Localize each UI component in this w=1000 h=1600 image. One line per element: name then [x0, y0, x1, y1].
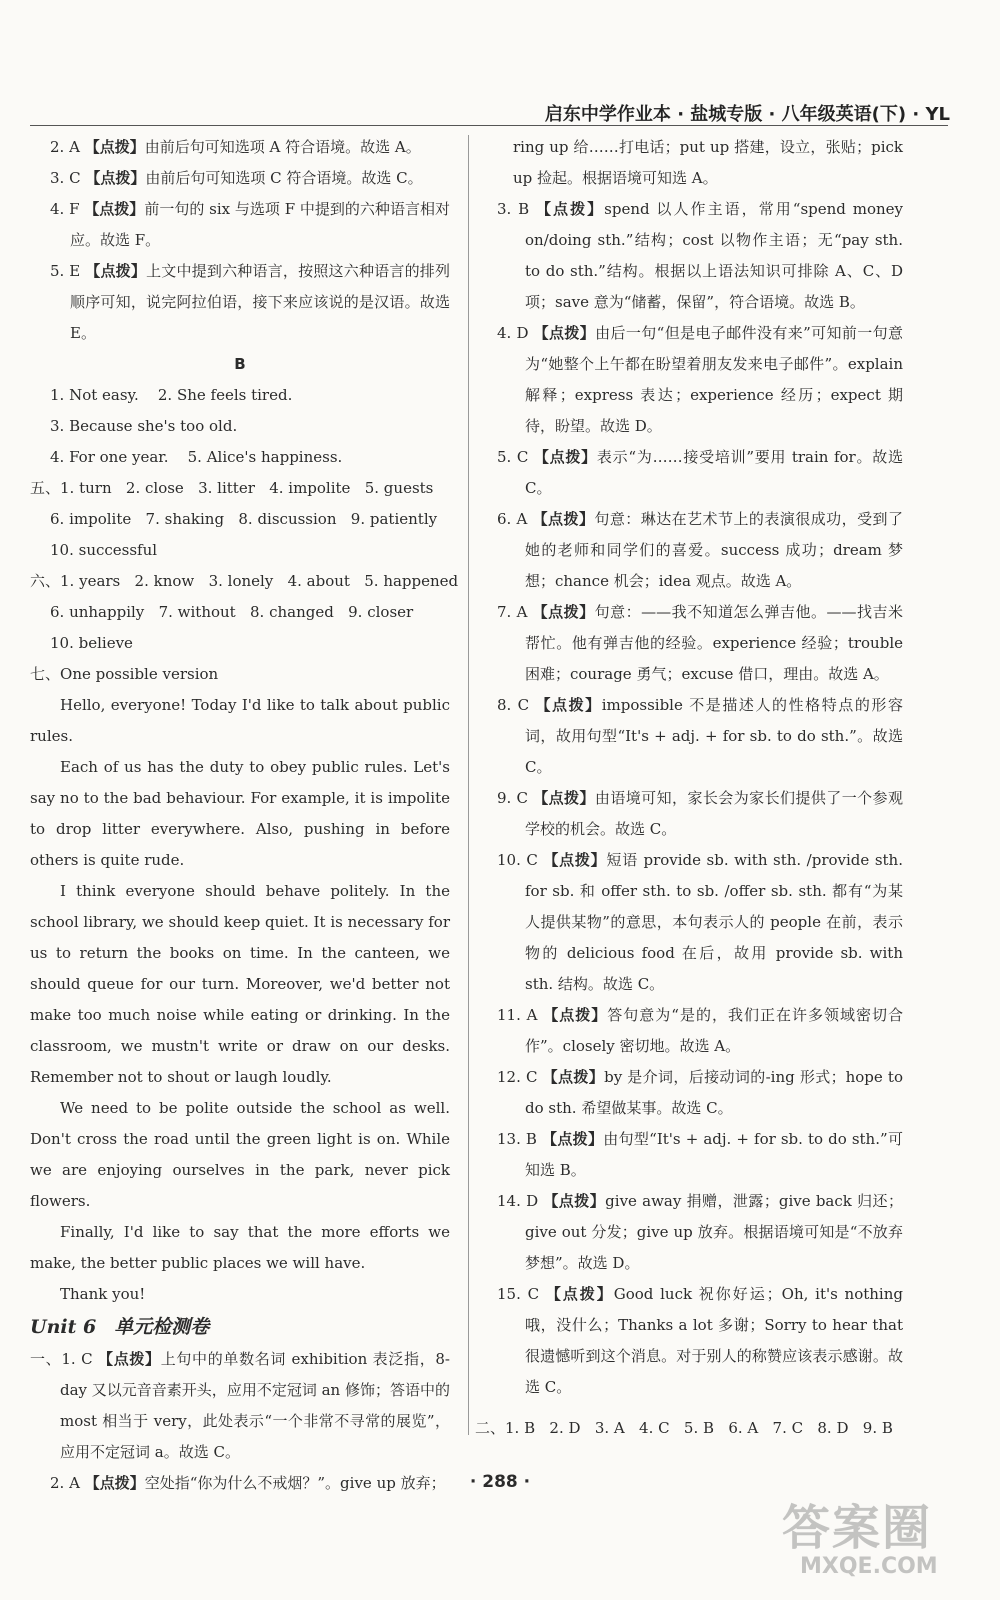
section-5-line: 6. impolite 7. shaking 8. discussion 9. patiently: [50, 510, 438, 528]
section-5-line: 五、1. turn 2. close 3. litter 4. impolite 5. guests: [30, 479, 434, 497]
section-6-line: 10. believe: [50, 634, 133, 652]
running-header: 启东中学作业本 · 盐城专版 · 八年级英语(下) · YL: [544, 104, 950, 125]
essay-paragraph: Finally, I'd like to say that the more efforts we make, the better public places we will have.: [30, 1223, 450, 1272]
answer-item: 3. C 【点拨】由前后句可知选项 C 符合语境。故选 C。: [50, 169, 423, 187]
watermark-logo: 答案圈: [782, 1500, 933, 1556]
answer-item: 11. A 【点拨】答句意为“是的，我们正在许多领域密切合作”。closely 密切地。故选 A。: [497, 1006, 903, 1055]
short-answer: 1. Not easy. 2. She feels tired.: [50, 386, 293, 404]
answer-item: 6. A 【点拨】句意：琳达在艺术节上的表演很成功，受到了她的老师和同学们的喜爱。success 成功；dream 梦想；chance 机会；idea 观点。故选 A。: [497, 510, 903, 590]
section-b-heading: B: [234, 355, 246, 373]
short-answer: 4. For one year. 5. Alice's happiness.: [50, 448, 343, 466]
section-7-intro: 七、One possible version: [30, 665, 219, 683]
answer-item: 4. D 【点拨】由后一句“但是电子邮件没有来”可知前一句意为“她整个上午都在盼望着朋友发来电子邮件”。explain 解释；express 表达；experience 经历；expect 期待，盼望。故选 D。: [497, 324, 903, 435]
right-column: [483, 132, 903, 1403]
section-5-line: 10. successful: [50, 541, 158, 559]
answer-item: 2. A 【点拨】空处指“你为什么不戒烟？”。give up 放弃；: [50, 1474, 446, 1492]
essay-paragraph: We need to be polite outside the school as well. Don't cross the road until the green light is on. While we are enjoying ourselves in the park, never pick flowers.: [30, 1099, 450, 1210]
left-column: [30, 132, 459, 1499]
column-divider: [468, 135, 469, 1435]
answer-item: 12. C 【点拨】by 是介词，后接动词的-ing 形式；hope to do sth. 希望做某事。故选 C。: [497, 1068, 903, 1117]
answer-item: 13. B 【点拨】由句型“It's + adj. + for sb. to do sth.”可知选 B。: [497, 1130, 903, 1179]
answer-item: 15. C 【点拨】Good luck 祝你好运；Oh, it's nothing 哦，没什么；Thanks a lot 多谢；Sorry to hear that 很遗憾听到这个消息。对于别人的称赞应该表示感谢。故选 C。: [497, 1285, 903, 1396]
answer-item: 9. C 【点拨】由语境可知，家长会为家长们提供了一个参观学校的机会。故选 C。: [497, 789, 903, 838]
answer-item: 8. C 【点拨】impossible 不是描述人的性格特点的形容词，故用句型“It's + adj. + for sb. to do sth.”。故选 C。: [497, 696, 903, 776]
answer-item: 4. F 【点拨】前一句的 six 与选项 F 中提到的六种语言相对应。故选 F。: [50, 200, 450, 249]
page-number: · 288 ·: [469, 1472, 531, 1492]
answer-item: 14. D 【点拨】give away 捐赠，泄露；give back 归还；give out 分发；give up 放弃。根据语境可知是“不放弃梦想”。故选 D。: [497, 1192, 903, 1272]
answer-item: 10. C 【点拨】短语 provide sb. with sth. /provide sth. for sb. 和 offer sth. to sb. /offer sb. sth. 都有“为某人提供某物”的意思，本句表示人的 people 在前，表示物的 delicious food 在后，故用 provide sb. with sth. 结构。故选 C。: [497, 851, 903, 993]
answer-item: 一、1. C 【点拨】上句中的单数名词 exhibition 表泛指，8-day 又以元音音素开头，应用不定冠词 an 修饰；答语中的 most 相当于 very，此处表示“一个非常不寻常的展览”，应用不定冠词 a。故选 C。: [30, 1350, 450, 1461]
unit-heading: Unit 6 单元检测卷: [30, 1316, 210, 1338]
section-2-answers: 二、1. B 2. D 3. A 4. C 5. B 6. A 7. C 8. D 9. B: [475, 1419, 893, 1437]
short-answer: 3. Because she's too old.: [50, 417, 238, 435]
essay-paragraph: I think everyone should behave politely. In the school library, we should keep quiet. It is necessary for us to return the books on time. In the canteen, we should queue for our turn. Moreover, we'd better not make too much noise while eating or drinking. In the classroom, we mustn't write or draw on our desks. Remember not to shout or laugh loudly.: [30, 882, 450, 1086]
essay-paragraph: Each of us has the duty to obey public rules. Let's say no to the bad behaviour. For example, it is impolite to drop litter everywhere. Also, pushing in before others is quite rude.: [30, 758, 450, 869]
answer-continuation: ring up 给……打电话；put up 搭建，设立，张贴；pick up 捡起。根据语境可知选 A。: [513, 138, 903, 187]
watermark: [782, 1502, 982, 1592]
answer-item: 7. A 【点拨】句意：——我不知道怎么弹吉他。——找吉米帮忙。他有弹吉他的经验。experience 经验；trouble 困难；courage 勇气；excuse 借口，理由。故选 A。: [497, 603, 903, 683]
answer-item: 5. E 【点拨】上文中提到六种语言，按照这六种语言的排列顺序可知，说完阿拉伯语，接下来应该说的是汉语。故选 E。: [50, 262, 450, 342]
essay-paragraph: Thank you!: [60, 1285, 146, 1303]
answer-item: 2. A 【点拨】由前后句可知选项 A 符合语境。故选 A。: [50, 138, 421, 156]
header-rule: [30, 125, 948, 126]
watermark-url: MXQE.COM: [800, 1554, 938, 1579]
section-6-line: 6. unhappily 7. without 8. changed 9. closer: [50, 603, 414, 621]
section-6-line: 六、1. years 2. know 3. lonely 4. about 5. happened: [30, 572, 459, 590]
essay-paragraph: Hello, everyone! Today I'd like to talk about public rules.: [30, 696, 450, 745]
answer-item: 5. C 【点拨】表示“为……接受培训”要用 train for。故选 C。: [497, 448, 903, 497]
answer-item: 3. B 【点拨】spend 以人作主语，常用“spend money on/doing sth.”结构；cost 以物作主语；无“pay sth. to do sth.”结构。根据以上语法知识可排除 A、C、D 项；save 意为“储蓄，保留”，符合语境。故选 B。: [497, 200, 903, 311]
